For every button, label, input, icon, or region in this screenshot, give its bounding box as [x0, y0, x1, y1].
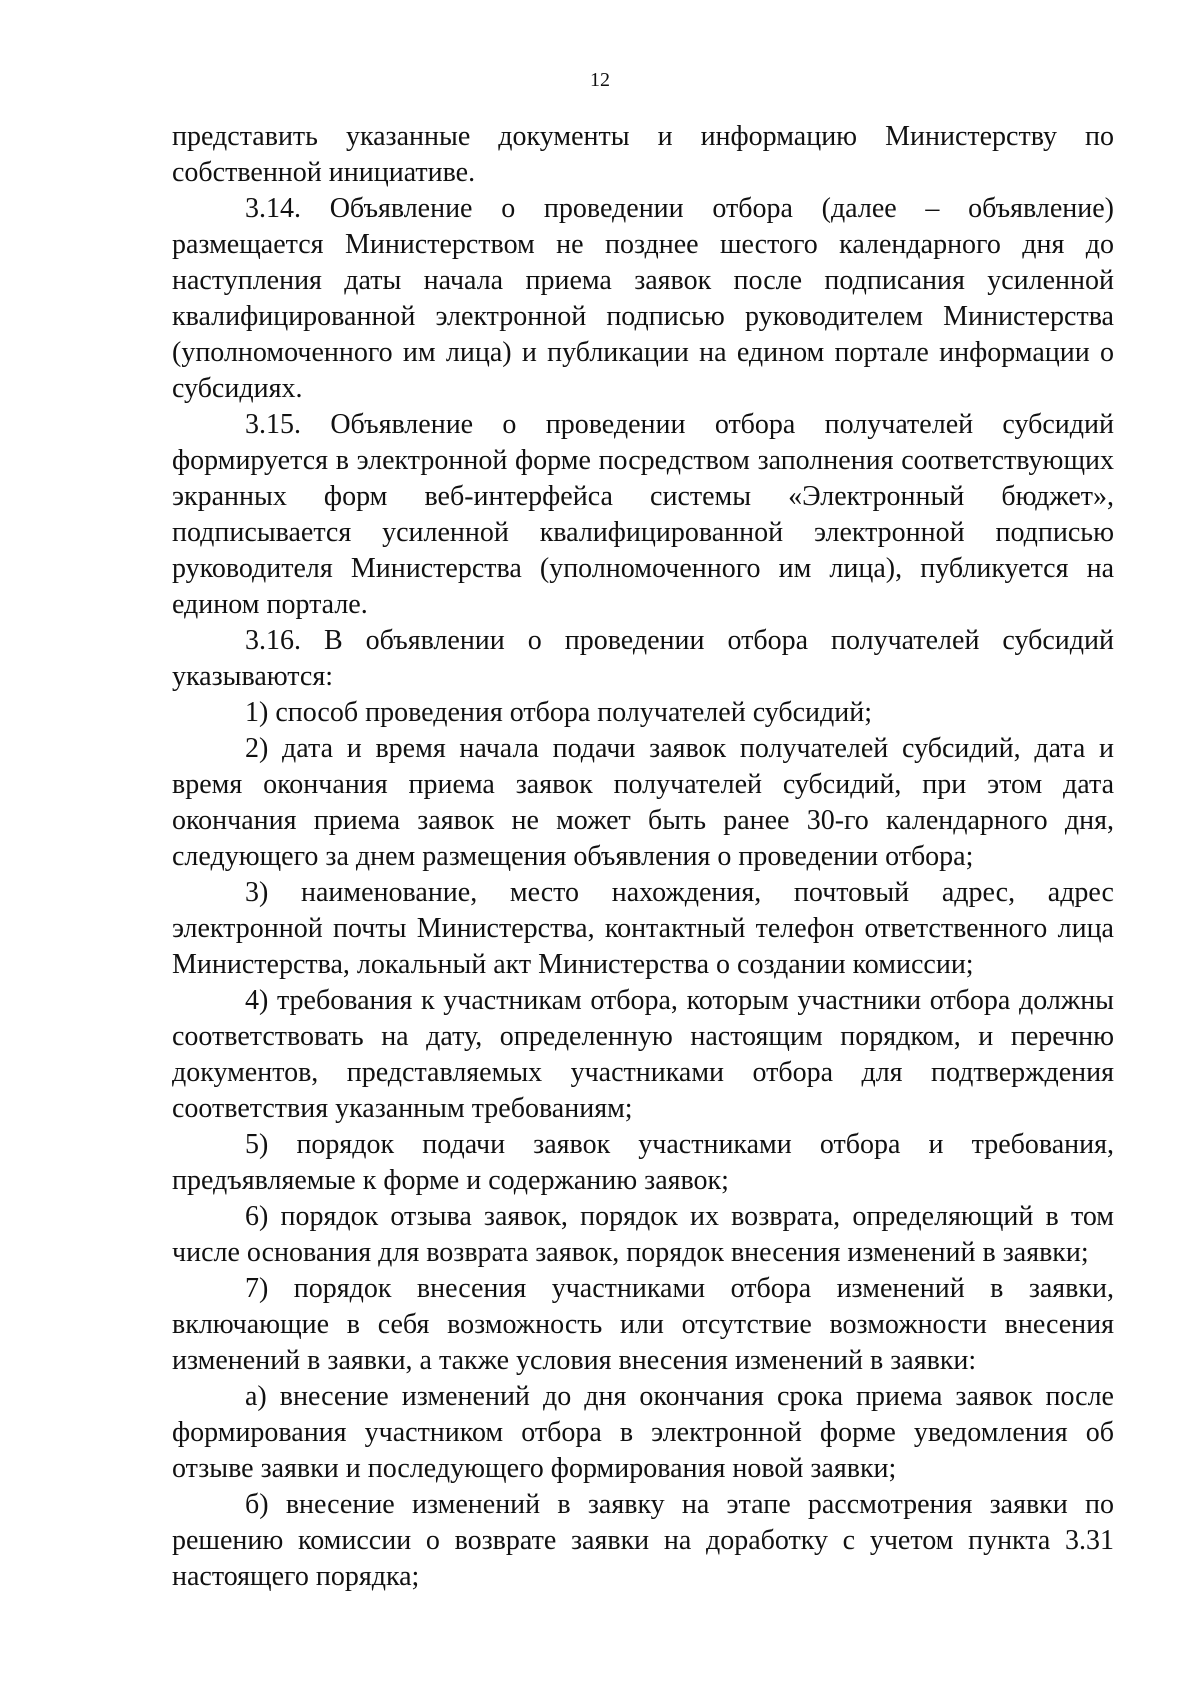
paragraph-3-14: 3.14. Объявление о проведении отбора (далее – объявление) размещается Министерством не позднее шестого календарного дня до наступления даты начала приема заявок после подписания усиленной квалифицированной электронной подписью руководителем Министерства (уполномоченного им лица) и публикации на едином портале информации о субсидиях.	[172, 193, 1114, 404]
list-item-3: 3) наименование, место нахождения, почтовый адрес, адрес электронной почты Министерства, контактный телефон ответственного лица Министерства, локальный акт Министерства о создании комиссии;	[172, 877, 1114, 980]
list-item-7: 7) порядок внесения участниками отбора изменений в заявки, включающие в себя возможность или отсутствие возможности внесения изменений в заявки, а также условия внесения изменений в заявки:	[172, 1273, 1114, 1376]
list-item-2: 2) дата и время начала подачи заявок получателей субсидий, дата и время окончания приема заявок получателей субсидий, при этом дата окончания приема заявок не может быть ранее 30-го календарного дня, следующего за днем размещения объявления о проведении отбора;	[172, 733, 1114, 872]
paragraph-continuation: представить указанные документы и информацию Министерству по собственной инициативе.	[172, 121, 1114, 188]
sub-item-b: б) внесение изменений в заявку на этапе рассмотрения заявки по решению комиссии о возврате заявки на доработку с учетом пункта 3.31 настоящего порядка;	[172, 1489, 1114, 1592]
list-item-1: 1) способ проведения отбора получателей субсидий;	[245, 697, 873, 728]
paragraph-3-15: 3.15. Объявление о проведении отбора получателей субсидий формируется в электронной форме посредством заполнения соответствующих экранных форм веб-интерфейса системы «Электронный бюджет», подписывается усиленной квалифицированной электронной подписью руководителя Министерства (уполномоченного им лица), публикуется на едином портале.	[172, 409, 1114, 620]
paragraph-3-16: 3.16. В объявлении о проведении отбора получателей субсидий указываются:	[172, 625, 1114, 692]
list-item-4: 4) требования к участникам отбора, которым участники отбора должны соответствовать на дату, определенную настоящим порядком, и перечню документов, представляемых участниками отбора для подтверждения соответствия указанным требованиям;	[172, 985, 1114, 1124]
document-body	[172, 119, 1114, 1595]
list-item-5: 5) порядок подачи заявок участниками отбора и требования, предъявляемые к форме и содержанию заявок;	[172, 1129, 1114, 1196]
sub-item-a: а) внесение изменений до дня окончания срока приема заявок после формирования участником отбора в электронной форме уведомления об отзыве заявки и последующего формирования новой заявки;	[172, 1381, 1114, 1484]
list-item-6: 6) порядок отзыва заявок, порядок их возврата, определяющий в том числе основания для возврата заявок, порядок внесения изменений в заявки;	[172, 1201, 1114, 1268]
page-number: 12	[590, 69, 610, 91]
